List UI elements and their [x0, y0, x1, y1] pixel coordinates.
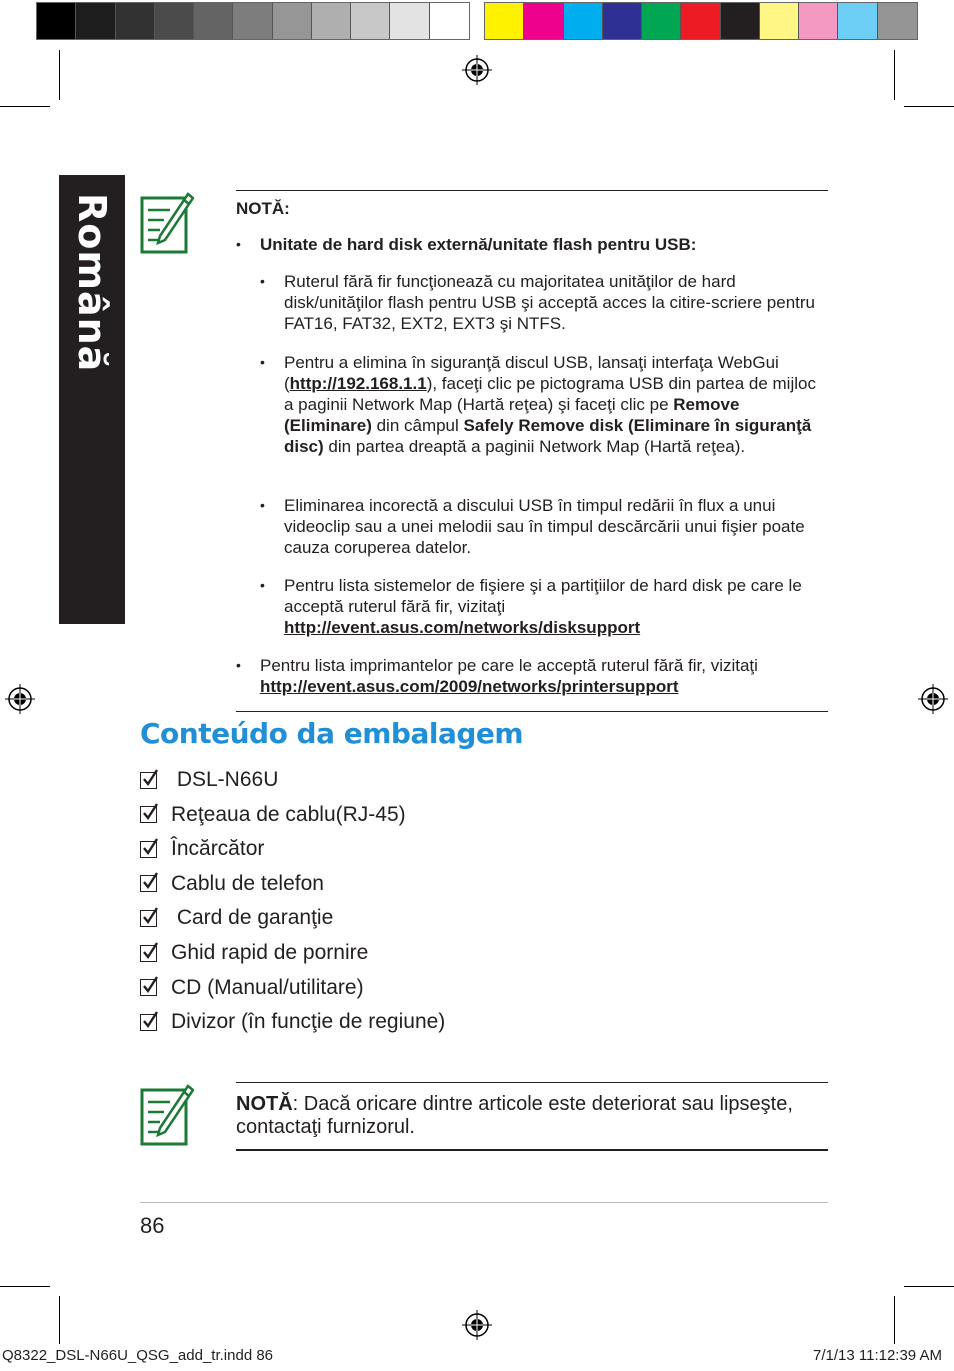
color-swatch — [524, 3, 563, 39]
package-item-label: DSL-N66U — [171, 768, 279, 791]
color-swatch — [721, 3, 760, 39]
checkbox-checked-icon — [140, 945, 157, 962]
bullet-text: Unitate de hard disk externă/unitate flash pentru USB: — [260, 235, 697, 254]
disksupport-link[interactable]: http://event.asus.com/networks/disksupport — [284, 618, 641, 637]
footer-rule — [140, 1202, 828, 1203]
webgui-link[interactable]: http://192.168.1.1 — [289, 374, 427, 393]
page-number: 86 — [140, 1213, 165, 1238]
package-item — [140, 836, 264, 862]
color-swatch — [485, 3, 524, 39]
language-side-tab — [59, 175, 125, 624]
package-item-label: Card de garanţie — [171, 906, 334, 930]
note2-bottom-rule — [236, 1149, 828, 1151]
package-item-label: CD (Manual/utilitare) — [171, 975, 364, 999]
package-item — [140, 1009, 445, 1035]
slug-file-info: Q8322_DSL-N66U_QSG_add_tr.indd 86 — [2, 1347, 274, 1364]
note-pencil-icon — [140, 1078, 194, 1148]
checkbox-checked-icon — [140, 1014, 157, 1031]
package-item — [140, 767, 278, 793]
checkbox-checked-icon — [140, 910, 157, 927]
sub-bullet-text: Pentru lista sistemelor de fişiere şi a partiţiilor de hard disk pe care le acceptă ruterul fără fir, vizitaţi http://event.asus.com/networks/disksupport — [284, 576, 802, 637]
package-item-label: Reţeaua de cablu(RJ-45) — [171, 802, 406, 826]
color-swatch — [681, 3, 720, 39]
crop-mark — [894, 1296, 895, 1344]
color-swatch — [603, 3, 642, 39]
registration-mark-icon — [462, 1310, 492, 1340]
checkbox-checked-icon — [140, 841, 157, 858]
package-item-label: Ghid rapid de pornire — [171, 941, 369, 964]
process-color-bar — [484, 2, 918, 40]
crop-mark — [59, 1296, 60, 1344]
note-bottom-rule — [236, 711, 828, 712]
note2-text: NOTĂ: Dacă oricare dintre articole este deteriorat sau lipseşte, contactaţi furnizorul. — [236, 1093, 793, 1138]
checkbox-checked-icon — [140, 772, 157, 789]
color-swatch — [642, 3, 681, 39]
package-item-label: Cablu de telefon — [171, 871, 324, 895]
checkbox-checked-icon — [140, 875, 157, 892]
color-swatch — [760, 3, 799, 39]
package-item-label: Divizor (în funcţie de regiune) — [171, 1010, 446, 1034]
note-pencil-icon — [140, 186, 194, 256]
crop-mark — [904, 106, 954, 107]
color-swatch — [312, 3, 351, 39]
registration-mark-icon — [462, 55, 492, 85]
package-item — [140, 940, 368, 966]
checkbox-checked-icon — [140, 979, 157, 996]
crop-mark — [0, 106, 50, 107]
color-swatch — [233, 3, 272, 39]
language-tab-label: Română — [70, 193, 114, 373]
color-swatch — [351, 3, 390, 39]
package-item — [140, 871, 324, 897]
package-item — [140, 802, 406, 828]
color-swatch — [155, 3, 194, 39]
color-swatch — [194, 3, 233, 39]
color-swatch — [838, 3, 877, 39]
color-swatch — [878, 3, 917, 39]
crop-mark — [59, 50, 60, 100]
registration-mark-icon — [5, 684, 35, 714]
package-item-label: Încărcător — [171, 837, 265, 861]
bullet-text: Pentru lista imprimantelor pe care le acceptă ruterul fără fir, vizitaţi http://event.asus.com/2009/networks/printersupport — [260, 656, 758, 696]
sub-bullet-text: Pentru a elimina în siguranţă discul USB, lansaţi interfaţa WebGui (http://192.168.1.1), faceţi clic pe pictograma USB din partea de mijloc a paginii Network Map (Hartă reţea) şi faceţi clic pe Remove (Eliminare) din câmpul Safely Remove disk (Eliminare în siguranţă disc) din partea dreaptă a paginii Network Map (Hartă reţea). — [284, 353, 816, 456]
crop-mark — [904, 1286, 954, 1287]
color-swatch — [390, 3, 429, 39]
checkbox-checked-icon — [140, 806, 157, 823]
crop-mark — [894, 50, 895, 100]
color-swatch — [37, 3, 76, 39]
note2-top-rule — [236, 1082, 828, 1083]
sub-bullet-text: Eliminarea incorectă a discului USB în timpul redării în flux a unui videoclip sau a unei melodii sau în timpul descărcării unui fişier poate cauza coruperea datelor. — [284, 496, 805, 557]
color-swatch — [799, 3, 838, 39]
color-swatch — [564, 3, 603, 39]
grayscale-color-bar — [36, 2, 470, 40]
sub-bullet-text: Ruterul fără fir funcţionează cu majoritatea unităţilor de hard disk/unităţilor flash pentru USB şi acceptă acces la citire-scriere pentru FAT16, FAT32, EXT2, EXT3 şi NTFS. — [284, 272, 816, 333]
slug-datetime: 7/1/13 11:12:39 AM — [813, 1347, 942, 1364]
section-heading: Conteúdo da embalagem — [140, 717, 524, 750]
crop-mark — [0, 1286, 50, 1287]
package-item — [140, 975, 364, 1001]
color-swatch — [76, 3, 115, 39]
package-item — [140, 905, 333, 931]
registration-mark-icon — [918, 684, 948, 714]
note-top-rule — [236, 190, 828, 191]
color-swatch — [430, 3, 469, 39]
printersupport-link[interactable]: http://event.asus.com/2009/networks/printersupport — [260, 677, 679, 696]
color-swatch — [273, 3, 312, 39]
color-swatch — [116, 3, 155, 39]
note-title: NOTĂ: — [236, 199, 290, 218]
